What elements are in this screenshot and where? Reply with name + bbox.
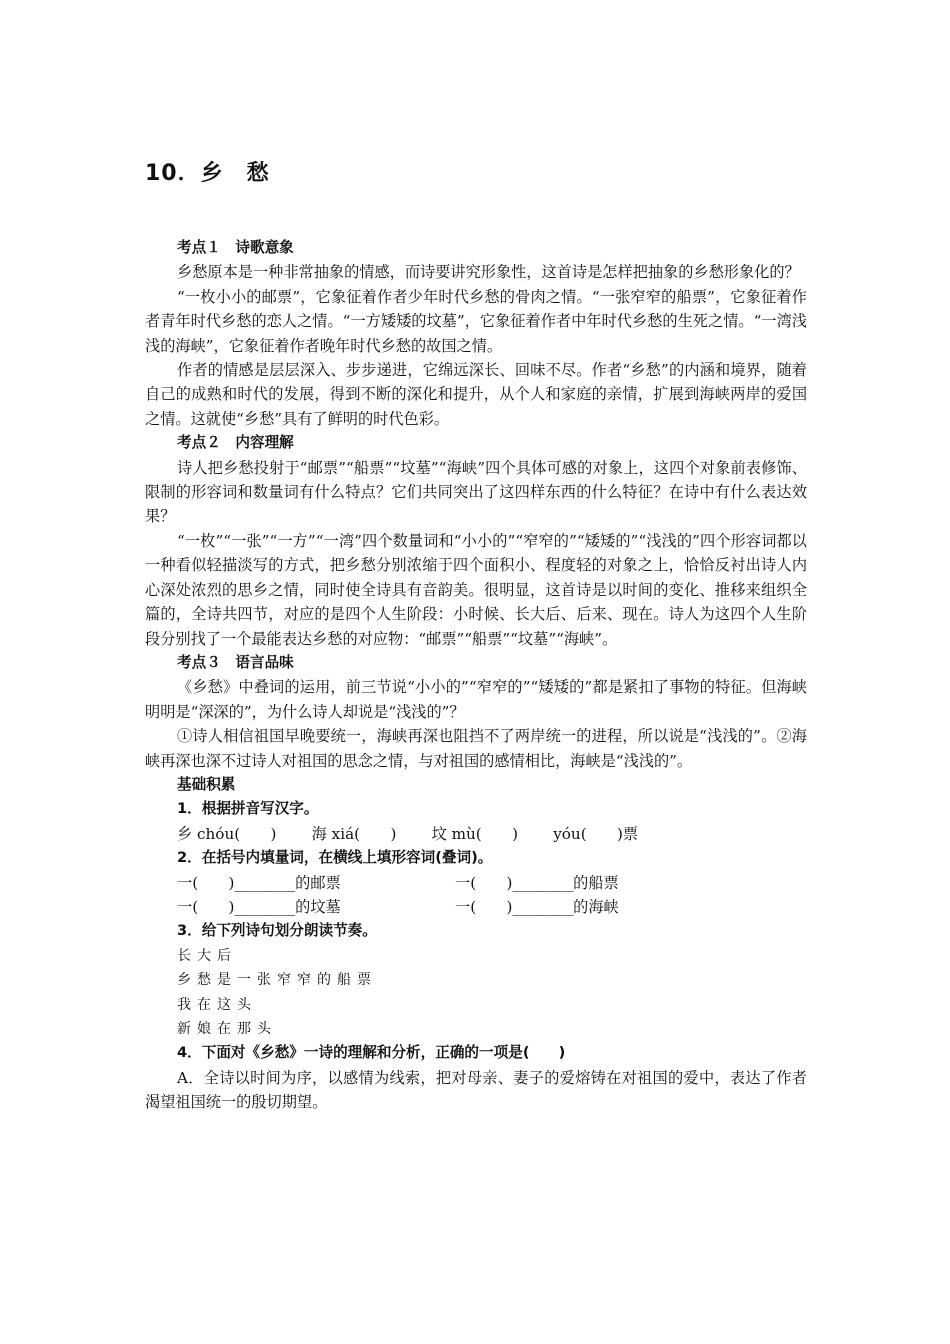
poem-line: 乡愁是一张窄窄的船票 [177,972,377,989]
exercise-q2: 2．在括号内填量词，在横线上填形容词(叠词)。 [177,849,493,867]
paragraph-k3-question: 《乡愁》中叠词的运用，前三节说“小小的”“窄窄的”“矮矮的”都是紧扣了事物的特征。但海峡明明是“深深的”，为什么诗人却说是“浅浅的”？ [145,678,807,721]
paragraph-k1-answer-2: 作者的情感是层层深入、步步递进，它绵远深长、回味不尽。作者“乡愁”的内涵和境界，随着自己的成熟和时代的发展，得到不断的深化和提升，从个人和家庭的亲情，扩展到海峡两岸的爱国之情。这就使“乡愁”具有了鲜明的时代色彩。 [145,361,807,428]
exercise-q1-pinyin-line: 乡 chóu( ) 海 xiá( ) 坟 mù( ) yóu( )票 [177,824,639,843]
document-body [145,236,807,1115]
poem-line: 长大后 [177,947,237,964]
exercise-q4: 4．下面对《乡愁》一诗的理解和分析，正确的一项是( ) [177,1044,566,1062]
fill-blank-grave: 一( )________的坟墓 [177,897,341,916]
fill-blank-stamp: 一( )________的邮票 [177,873,341,892]
paragraph-k1-answer-1: “一枚小小的邮票”，它象征着作者少年时代乡愁的骨肉之情。“一张窄窄的船票”，它象征着作者青年时代乡愁的恋人之情。“一方矮矮的坟墓”，它象征着作者中年时代乡愁的生死之情。“一湾浅浅的海峡”，它象征着作者晚年时代乡愁的故国之情。 [145,287,807,355]
paragraph-k3-answer: ①诗人相信祖国早晚要统一，海峡再深也阻挡不了两岸统一的进程，所以说是“浅浅的”。②海峡再深也深不过诗人对祖国的思念之情，与对祖国的感情相比，海峡是“浅浅的”。 [145,727,807,770]
paragraph-k2-answer: “一枚”“一张”“一方”“一湾”四个数量词和“小小的”“窄窄的”“矮矮的”“浅浅的”四个形容词都以一种看似轻描淡写的方式，把乡愁分别浓缩于四个面积小、程度轻的对象之上，恰恰反衬出诗人内心深处浓烈的思乡之情，同时使全诗具有音韵美。很明显，这首诗是以时间的变化、推移来组织全篇的，全诗共四节，对应的是四个人生阶段：小时候、长大后、后来、现在。诗人为这四个人生阶段分别找了一个最能表达乡愁的对应物：“邮票”“船票”“坟墓”“海峡”。 [145,531,807,648]
poem-line: 新娘在那头 [177,1021,277,1037]
exercise-q2-row-1 [145,871,807,895]
exercise-q2-row-2 [145,895,807,919]
paragraph-k2-question: 诗人把乡愁投射于“邮票”“船票”“坟墓”“海峡”四个具体可感的对象上，这四个对象前表修饰、限制的形容词和数量词有什么特点？它们共同突出了这四样东西的什么特征？在诗中有什么表达效果？ [145,458,807,526]
page-title: 10．乡 愁 [145,161,270,186]
fill-blank-ticket: 一( )________的船票 [455,873,619,892]
exercise-heading: 基础积累 [177,775,236,793]
exercise-q3: 3．给下列诗句划分朗读节奏。 [177,922,377,940]
exercise-q4-option-a: A．全诗以时间为序，以感情为线索，把对母亲、妻子的爱熔铸在对祖国的爱中，表达了作者渴望祖国统一的殷切期望。 [145,1068,807,1112]
fill-blank-strait: 一( )________的海峡 [455,897,619,916]
paragraph-k1-question: 乡愁原本是一种非常抽象的情感，而诗要讲究形象性，这首诗是怎样把抽象的乡愁形象化的？ [177,263,800,282]
section-heading-k3: 考点３ 语言品味 [177,653,294,671]
exercise-q1: 1．根据拼音写汉字。 [177,800,319,818]
poem-line: 我在这头 [177,996,257,1013]
section-heading-k1: 考点１ 诗歌意象 [177,239,294,256]
section-heading-k2: 考点２ 内容理解 [177,434,294,452]
